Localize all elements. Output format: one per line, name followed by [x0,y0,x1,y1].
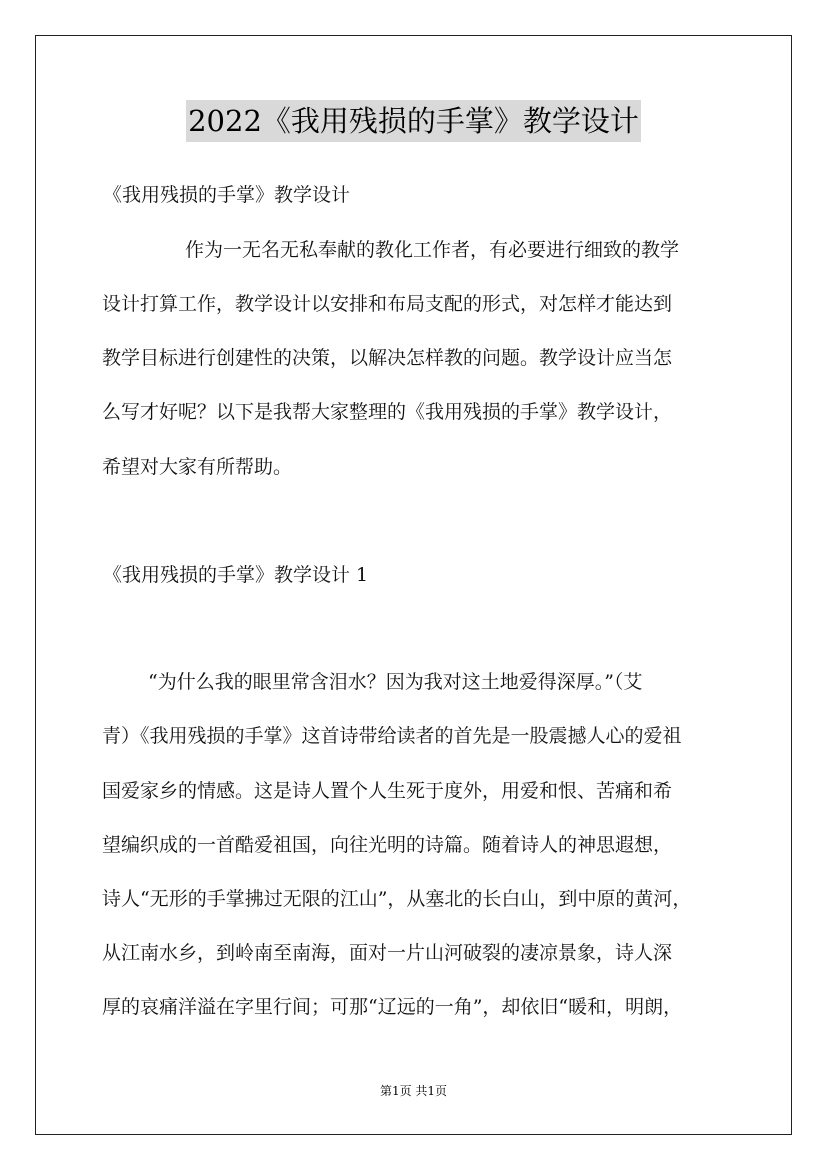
body-line-6: 从江南水乡，到岭南至南海，面对一片山河破裂的凄凉景象，诗人深 [102,942,673,964]
body-line-4: 望编织成的一首酷爱祖国，向往光明的诗篇。随着诗人的神思遐想， [102,834,673,856]
intro-line-2: 设计打算工作，教学设计以安排和布局支配的形式，对怎样才能达到 [102,293,673,315]
body-line-3: 国爱家乡的情感。这是诗人置个人生死于度外，用爱和恨、苦痛和希 [102,780,673,802]
body-line-7: 厚的哀痛洋溢在字里行间；可那“辽远的一角”，却依旧“暖和，明朗， [102,996,683,1018]
section-heading: 《我用残损的手掌》教学设计 1 [103,564,369,586]
document-subtitle: 《我用残损的手掌》教学设计 [103,184,351,206]
intro-line-4: 么写才好呢？以下是我帮大家整理的《我用残损的手掌》教学设计， [102,401,673,423]
intro-line-1: 作为一无名无私奉献的教化工作者，有必要进行细致的教学 [185,239,680,261]
page-footer: 第1页 共1页 [379,1084,448,1098]
body-line-2: 青）《我用残损的手掌》这首诗带给读者的首先是一股震撼人心的爱祖 [102,725,682,747]
document-title: 2022《我用残损的手掌》教学设计 [186,100,641,142]
intro-line-3: 教学目标进行创建性的决策，以解决怎样教的问题。教学设计应当怎 [102,347,673,369]
body-line-5: 诗人“无形的手掌拂过无限的江山”，从塞北的长白山，到中原的黄河， [102,888,692,910]
title-block [0,100,827,142]
body-line-1: “为什么我的眼里常含泪水？因为我对这土地爱得深厚。”（艾 [148,671,643,693]
intro-line-5: 希望对大家有所帮助。 [102,456,293,478]
